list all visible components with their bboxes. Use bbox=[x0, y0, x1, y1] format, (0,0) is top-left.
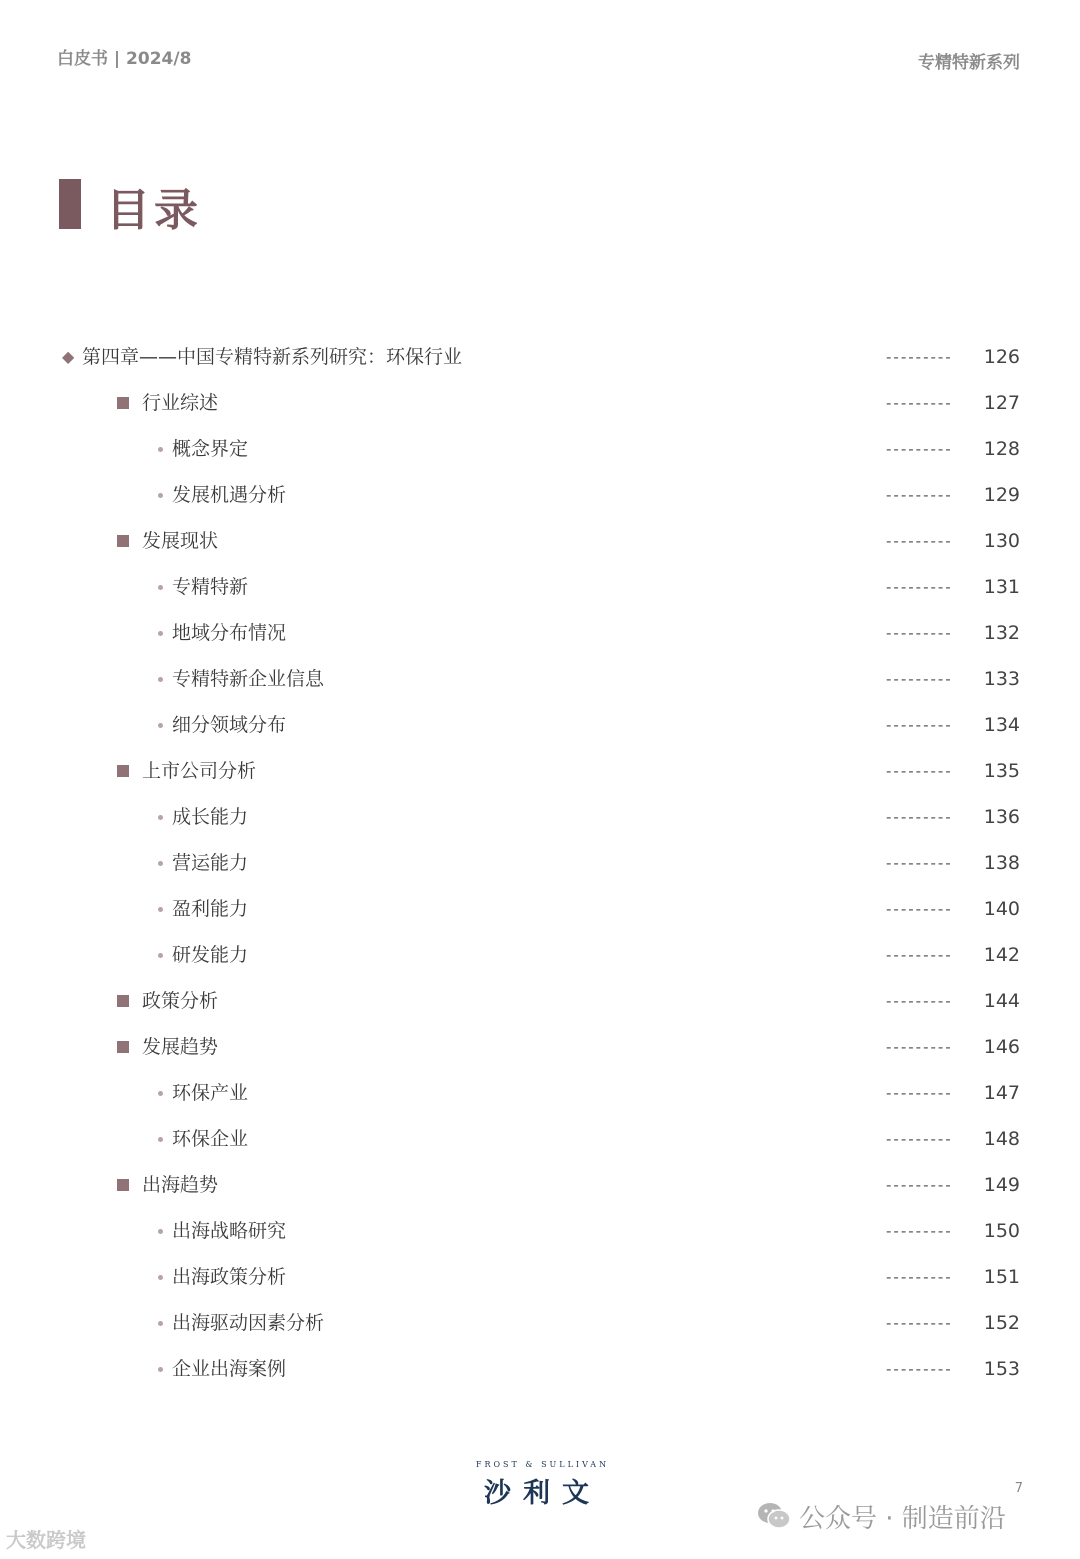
toc-entry[interactable] bbox=[0, 1208, 1080, 1254]
diamond-bullet-icon: ◆ bbox=[62, 347, 75, 366]
toc-entry-page: 147 bbox=[983, 1082, 1020, 1104]
toc-entry-page: 148 bbox=[983, 1128, 1020, 1150]
toc-entry-page: 151 bbox=[983, 1266, 1020, 1288]
toc-entry[interactable] bbox=[0, 426, 1080, 472]
dot-bullet-icon bbox=[158, 1137, 163, 1142]
dot-bullet-icon bbox=[158, 1091, 163, 1096]
watermark-text-right: 公众号 · 制造前沿 bbox=[799, 1504, 1006, 1534]
toc-entry[interactable] bbox=[0, 1300, 1080, 1346]
toc-entry[interactable] bbox=[0, 1162, 1080, 1208]
watermark-wechat bbox=[757, 1498, 1006, 1537]
toc-leader: --------- bbox=[886, 1084, 953, 1102]
toc-entry[interactable] bbox=[0, 610, 1080, 656]
toc-entry-label: 环保企业 bbox=[172, 1128, 249, 1150]
toc-entry-label: 第四章——中国专精特新系列研究：环保行业 bbox=[82, 346, 463, 368]
square-bullet-icon bbox=[117, 535, 129, 547]
toc-entry-label: 上市公司分析 bbox=[142, 760, 257, 782]
dot-bullet-icon bbox=[158, 1229, 163, 1234]
toc-leader: --------- bbox=[886, 946, 953, 964]
toc-entry-page: 138 bbox=[983, 852, 1020, 874]
toc-entry-page: 150 bbox=[983, 1220, 1020, 1242]
toc-entry-page: 135 bbox=[983, 760, 1020, 782]
toc-leader: --------- bbox=[886, 1176, 953, 1194]
dot-bullet-icon bbox=[158, 1321, 163, 1326]
toc-entry-page: 134 bbox=[983, 714, 1020, 736]
toc-entry-label: 盈利能力 bbox=[172, 898, 249, 920]
toc-entry[interactable] bbox=[0, 1116, 1080, 1162]
dot-bullet-icon bbox=[158, 631, 163, 636]
toc-entry-label: 地域分布情况 bbox=[172, 622, 287, 644]
toc-entry[interactable] bbox=[0, 518, 1080, 564]
toc-leader: --------- bbox=[886, 1130, 953, 1148]
square-bullet-icon bbox=[117, 765, 129, 777]
toc-entry-label: 出海政策分析 bbox=[172, 1266, 287, 1288]
toc-leader: --------- bbox=[886, 486, 953, 504]
toc-leader: --------- bbox=[886, 578, 953, 596]
toc-entry[interactable] bbox=[0, 840, 1080, 886]
toc-entry-page: 136 bbox=[983, 806, 1020, 828]
toc-entry[interactable] bbox=[0, 702, 1080, 748]
toc-entry-label: 出海驱动因素分析 bbox=[172, 1312, 325, 1334]
toc-entry-page: 126 bbox=[983, 346, 1020, 368]
toc-leader: --------- bbox=[886, 624, 953, 642]
toc-entry-page: 127 bbox=[983, 392, 1020, 414]
toc-entry[interactable] bbox=[0, 978, 1080, 1024]
logo-english: FROST & SULLIVAN bbox=[475, 1460, 610, 1469]
toc-entry-label: 成长能力 bbox=[172, 806, 249, 828]
toc-leader: --------- bbox=[886, 1314, 953, 1332]
toc-entry[interactable] bbox=[0, 932, 1080, 978]
toc-entry-page: 142 bbox=[983, 944, 1020, 966]
toc-entry-label: 行业综述 bbox=[142, 392, 219, 414]
toc-leader: --------- bbox=[886, 854, 953, 872]
toc-leader: --------- bbox=[886, 716, 953, 734]
header-series: 专精特新系列 bbox=[918, 53, 1020, 73]
toc-leader: --------- bbox=[886, 1038, 953, 1056]
square-bullet-icon bbox=[117, 1179, 129, 1191]
toc-entry-page: 140 bbox=[983, 898, 1020, 920]
toc-entry-label: 细分领域分布 bbox=[172, 714, 287, 736]
toc-entry-page: 153 bbox=[983, 1358, 1020, 1380]
toc-entry-label: 营运能力 bbox=[172, 852, 249, 874]
dot-bullet-icon bbox=[158, 953, 163, 958]
toc-leader: --------- bbox=[886, 1222, 953, 1240]
toc-entry-label: 出海趋势 bbox=[142, 1174, 219, 1196]
dot-bullet-icon bbox=[158, 723, 163, 728]
toc-entry[interactable] bbox=[0, 472, 1080, 518]
toc-entry-page: 131 bbox=[983, 576, 1020, 598]
dot-bullet-icon bbox=[158, 1275, 163, 1280]
toc-entry-page: 144 bbox=[983, 990, 1020, 1012]
dot-bullet-icon bbox=[158, 1367, 163, 1372]
toc-entry[interactable] bbox=[0, 886, 1080, 932]
toc-entry-page: 152 bbox=[983, 1312, 1020, 1334]
header-doc-info: 白皮书 | 2024/8 bbox=[57, 49, 192, 69]
toc-entry-label: 发展趋势 bbox=[142, 1036, 219, 1058]
dot-bullet-icon bbox=[158, 861, 163, 866]
toc-leader: --------- bbox=[886, 900, 953, 918]
watermark-brand: 大数跨境 bbox=[6, 1528, 86, 1552]
toc-entry[interactable] bbox=[0, 380, 1080, 426]
toc-entry-label: 企业出海案例 bbox=[172, 1358, 287, 1380]
toc-entry[interactable] bbox=[0, 1254, 1080, 1300]
logo-chinese: 沙利文 bbox=[484, 1478, 601, 1509]
toc-leader: --------- bbox=[886, 532, 953, 550]
square-bullet-icon bbox=[117, 1041, 129, 1053]
toc-entry-label: 专精特新企业信息 bbox=[172, 668, 325, 690]
toc-entry[interactable] bbox=[0, 794, 1080, 840]
page-number: 7 bbox=[1014, 1481, 1023, 1496]
dot-bullet-icon bbox=[158, 907, 163, 912]
toc-entry-page: 149 bbox=[983, 1174, 1020, 1196]
dot-bullet-icon bbox=[158, 677, 163, 682]
toc-leader: --------- bbox=[886, 1360, 953, 1378]
toc-leader: --------- bbox=[886, 394, 953, 412]
toc-entry[interactable] bbox=[0, 334, 1080, 380]
toc-leader: --------- bbox=[886, 440, 953, 458]
dot-bullet-icon bbox=[158, 493, 163, 498]
toc-entry[interactable] bbox=[0, 656, 1080, 702]
square-bullet-icon bbox=[117, 995, 129, 1007]
dot-bullet-icon bbox=[158, 585, 163, 590]
toc-entry[interactable] bbox=[0, 1024, 1080, 1070]
page-title: 目录 bbox=[106, 185, 202, 236]
toc-entry[interactable] bbox=[0, 1070, 1080, 1116]
toc-entry-label: 概念界定 bbox=[172, 438, 249, 460]
toc-leader: --------- bbox=[886, 1268, 953, 1286]
toc-leader: --------- bbox=[886, 992, 953, 1010]
toc-entry-page: 129 bbox=[983, 484, 1020, 506]
square-bullet-icon bbox=[117, 397, 129, 409]
toc-entry-label: 研发能力 bbox=[172, 944, 249, 966]
toc-leader: --------- bbox=[886, 762, 953, 780]
toc-entry-page: 132 bbox=[983, 622, 1020, 644]
toc-entry[interactable] bbox=[0, 1346, 1080, 1392]
toc-entry-page: 130 bbox=[983, 530, 1020, 552]
toc-entry-label: 发展现状 bbox=[142, 530, 219, 552]
toc-entry-label: 政策分析 bbox=[142, 990, 219, 1012]
toc-leader: --------- bbox=[886, 808, 953, 826]
dot-bullet-icon bbox=[158, 815, 163, 820]
dot-bullet-icon bbox=[158, 447, 163, 452]
toc-entry-label: 专精特新 bbox=[172, 576, 249, 598]
toc-entry[interactable] bbox=[0, 564, 1080, 610]
toc-entry-label: 发展机遇分析 bbox=[172, 484, 287, 506]
toc-entry-label: 出海战略研究 bbox=[172, 1220, 287, 1242]
title-accent-bar bbox=[59, 179, 81, 229]
toc-leader: --------- bbox=[886, 670, 953, 688]
toc-entry-page: 146 bbox=[983, 1036, 1020, 1058]
wechat-icon bbox=[757, 1502, 791, 1537]
toc-entry[interactable] bbox=[0, 748, 1080, 794]
frost-sullivan-logo bbox=[465, 1460, 620, 1510]
toc-entry-label: 环保产业 bbox=[172, 1082, 249, 1104]
toc-entry-page: 128 bbox=[983, 438, 1020, 460]
toc-leader: --------- bbox=[886, 348, 953, 366]
toc-entry-page: 133 bbox=[983, 668, 1020, 690]
